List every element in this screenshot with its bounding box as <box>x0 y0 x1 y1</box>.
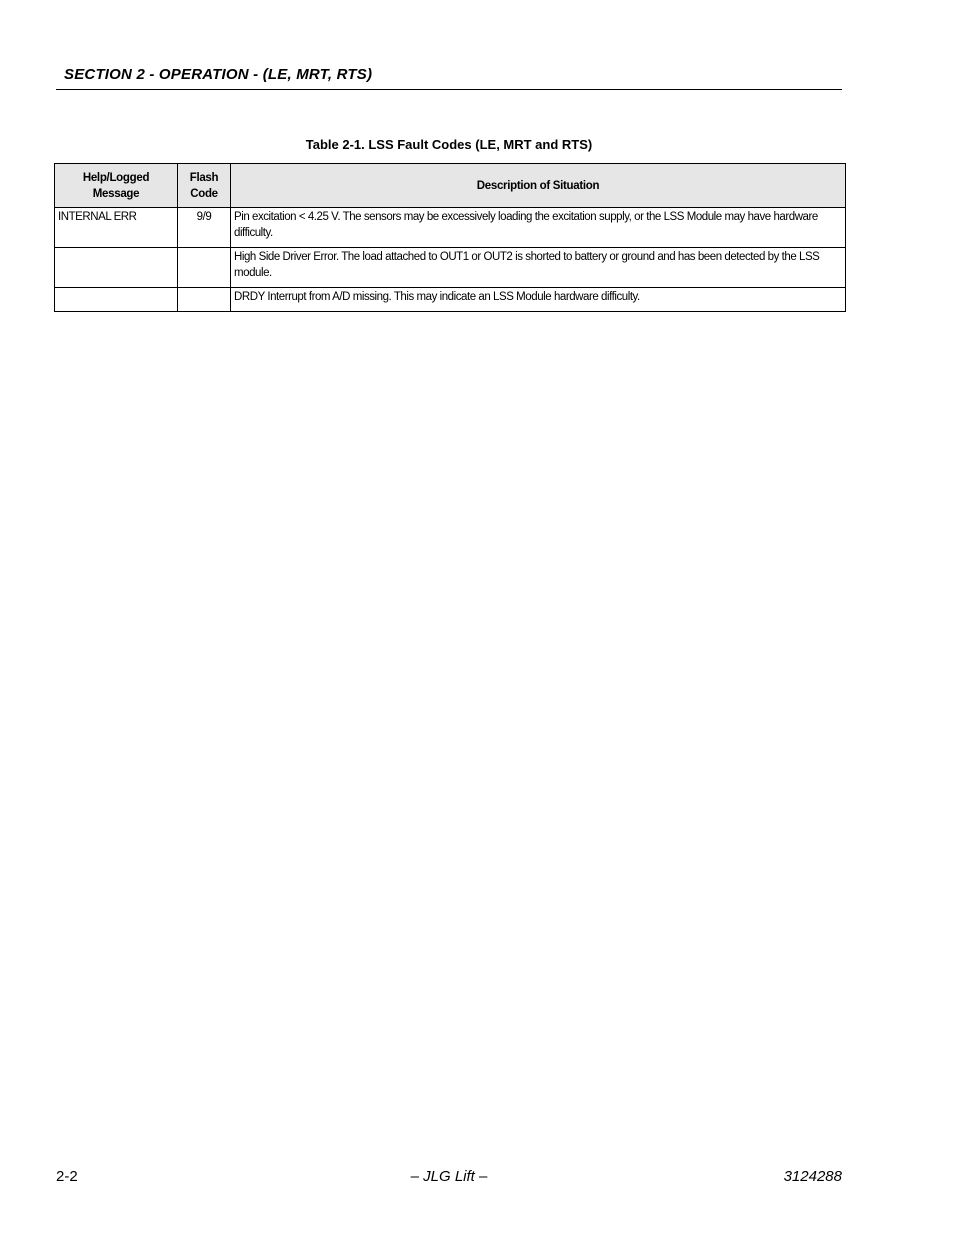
cell-message <box>55 288 178 312</box>
cell-description: Pin excitation < 4.25 V. The sensors may be excessively loading the excitation supply, or the LSS Module may have hardware difficulty. <box>231 208 846 248</box>
footer-publisher: – JLG Lift – <box>410 1168 488 1185</box>
column-header-message-line1: Help/Logged <box>82 171 150 184</box>
table-row <box>55 208 846 248</box>
column-header-code-line1: Flash <box>189 171 219 184</box>
table-title: Table 2-1. LSS Fault Codes (LE, MRT and RTS) <box>305 137 593 152</box>
table-row <box>55 288 846 312</box>
column-header-description: Description of Situation <box>231 164 846 208</box>
cell-message <box>55 248 178 288</box>
column-header-message-line2: Message <box>92 187 140 200</box>
column-header-message <box>55 164 178 208</box>
header-divider <box>56 89 842 90</box>
cell-message: INTERNAL ERR <box>55 208 178 248</box>
table-header-row <box>55 164 846 208</box>
section-title: SECTION 2 - OPERATION - (LE, MRT, RTS) <box>64 66 373 83</box>
cell-description: High Side Driver Error. The load attached to OUT1 or OUT2 is shorted to battery or ground and has been detected by the LSS module. <box>231 248 846 288</box>
table-row <box>55 248 846 288</box>
cell-code <box>178 288 231 312</box>
cell-code: 9/9 <box>178 208 231 248</box>
fault-codes-table <box>54 163 846 312</box>
page-number: 2-2 <box>56 1168 78 1185</box>
cell-description: DRDY Interrupt from A/D missing. This may indicate an LSS Module hardware difficulty. <box>231 288 846 312</box>
cell-code <box>178 248 231 288</box>
document-number: 3124288 <box>783 1168 842 1185</box>
column-header-code <box>178 164 231 208</box>
column-header-code-line2: Code <box>190 187 218 200</box>
